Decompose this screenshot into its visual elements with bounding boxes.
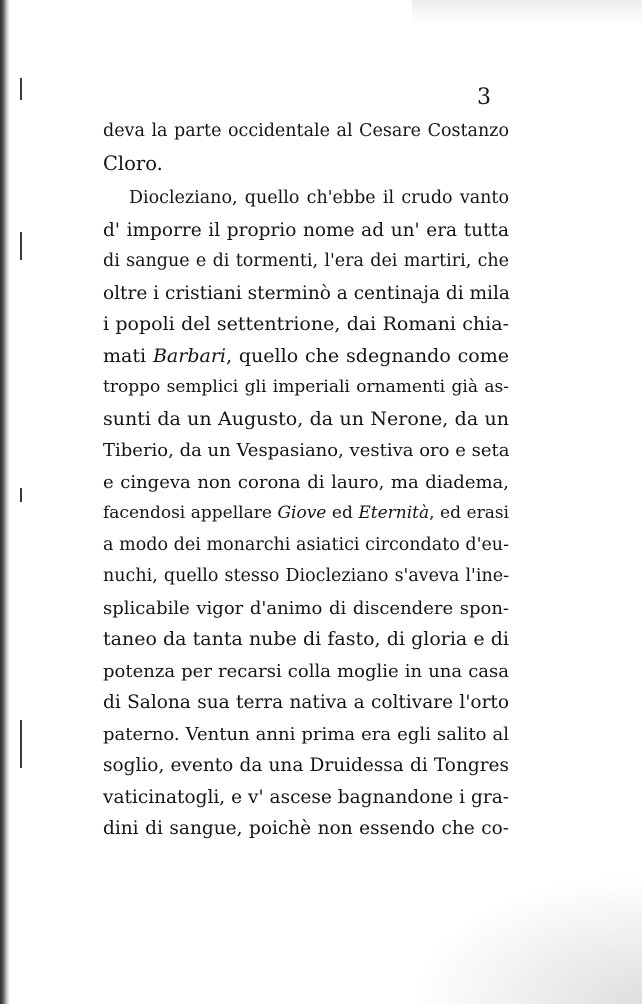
text-line: potenza per recarsi colla moglie in una casa xyxy=(103,660,509,682)
page-stain xyxy=(412,0,642,26)
text-line: d' imporre il proprio nome ad un' era tutta xyxy=(103,219,509,241)
body-text xyxy=(103,116,509,845)
text-line: soglio, evento da una Druidessa di Tongres xyxy=(103,755,509,776)
italic-term: Giove xyxy=(277,503,327,523)
italic-term: Barbari xyxy=(152,344,226,367)
text-line: troppo semplici gli imperiali ornamenti già as- xyxy=(103,377,509,397)
text-line: sunti da un Augusto, da un Nerone, da un xyxy=(103,407,509,430)
margin-mark xyxy=(20,720,22,768)
text-line: dini di sangue, poichè non essendo che co- xyxy=(103,818,509,839)
page-binding-edge xyxy=(0,0,10,1004)
italic-term: Eternità xyxy=(358,503,430,523)
text-line xyxy=(103,498,509,530)
text-line: Tiberio, da un Vespasiano, vestiva oro e seta xyxy=(103,440,510,461)
page-stain xyxy=(412,874,642,1004)
page-number: 3 xyxy=(477,85,491,110)
text-line: i popoli del settentrione, dai Romani chia- xyxy=(103,313,509,335)
text-line: vaticinatogli, e v' ascese bagnandone i gra- xyxy=(103,786,509,808)
text-line: oltre i cristiani sterminò a centinaja di mila xyxy=(103,282,510,304)
margin-mark xyxy=(20,78,22,100)
text-line: di Salona sua terra nativa a coltivare l'orto xyxy=(103,692,509,713)
text-line: a modo dei monarchi asiatici circondato d'eu- xyxy=(103,534,509,555)
text-segment: mati xyxy=(103,344,153,367)
text-line: paterno. Ventun anni prima era egli salito al xyxy=(103,723,509,745)
text-line: di sangue e di tormenti, l'era dei martiri, che xyxy=(103,251,509,271)
text-line: nuchi, quello stesso Diocleziano s'aveva l'ine- xyxy=(103,566,509,586)
text-line: splicabile vigor d'animo di discendere spon- xyxy=(103,597,509,619)
text-line xyxy=(103,341,509,373)
text-line: e cingeva non corona di lauro, ma diadema, xyxy=(103,471,509,493)
text-segment: , ed erasi xyxy=(429,503,509,523)
text-line: taneo da tanta nube di fasto, di gloria e di xyxy=(103,628,509,650)
text-segment: ed xyxy=(326,503,359,523)
margin-mark xyxy=(20,232,22,260)
text-line: Diocleziano, quello ch'ebbe il crudo vanto xyxy=(129,188,509,208)
margin-mark xyxy=(20,488,22,502)
text-segment: facendosi appellare xyxy=(103,503,278,523)
text-segment: , quello che sdegnando come xyxy=(225,344,509,367)
text-line: deva la parte occidentale al Cesare Costanzo xyxy=(103,121,509,141)
text-line: Cloro. xyxy=(103,151,163,175)
